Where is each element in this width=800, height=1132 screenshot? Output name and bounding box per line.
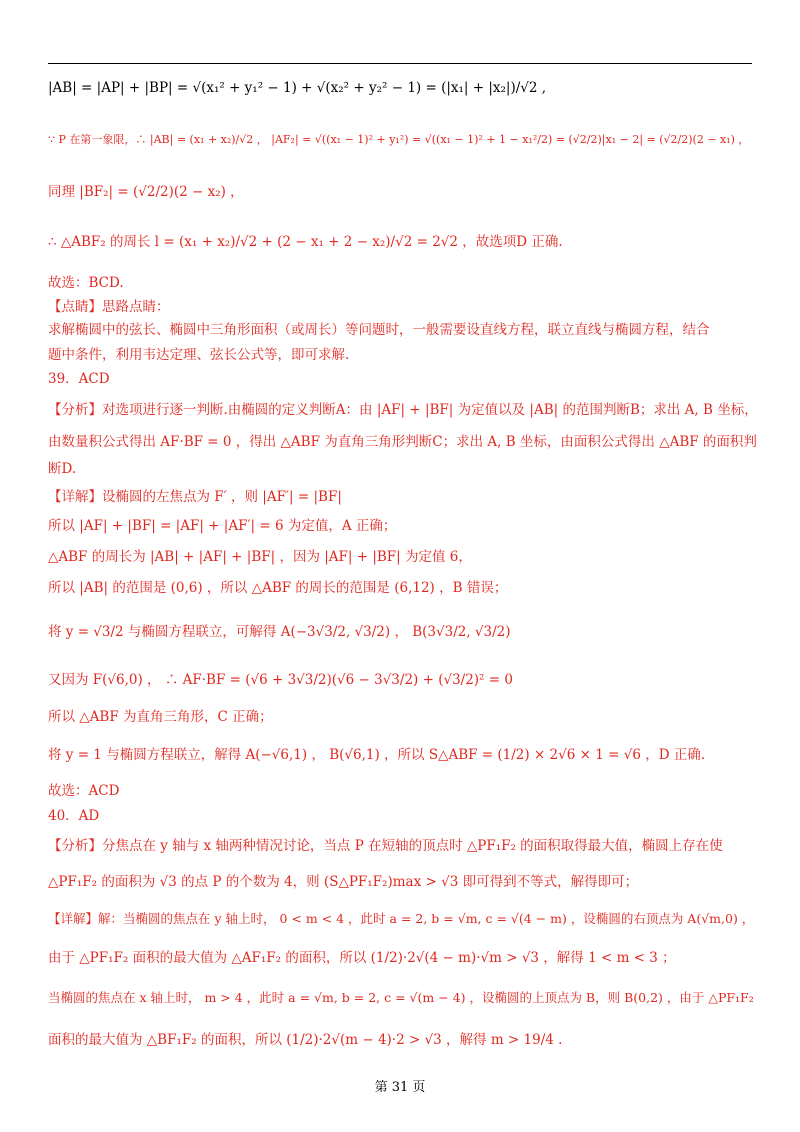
text-line: 所以 |AF| + |BF| = |AF| + |AF′| = 6 为定值，A 正确；	[48, 518, 397, 534]
text-line: 故选：ACD	[48, 783, 120, 799]
text-line: 【详解】设椭圆的左焦点为 F′ ，则 |AF′| = |BF|	[48, 489, 342, 505]
header-rule	[48, 63, 752, 64]
text-line: 【详解】解：当椭圆的焦点在 y 轴上时， 0 < m < 4 ，此时 a = 2, b = √m, c = √(4 − m) ，设椭圆的右顶点为 A(√m,0) ，	[48, 911, 755, 926]
text-line: 将 y = √3/2 与椭圆方程联立，可解得 A(−3√3/2, √3/2) ， B(3√3/2, √3/2)	[48, 624, 511, 640]
question-number: 40．AD	[48, 808, 100, 824]
text-line: △ABF 的周长为 |AB| + |AF| + |BF| ，因为 |AF| + |BF| 为定值 6，	[48, 549, 472, 565]
text-line: 由于 △PF₁F₂ 面积的最大值为 △AF₁F₂ 的面积，所以 (1/2)·2√(4 − m)·√m > √3 ，解得 1 < m < 3 ；	[48, 950, 676, 966]
text-line: ∵ P 在第一象限，∴ |AB| = (x₁ + x₂)/√2 ， |AF₂| = √((x₁ − 1)² + y₁²) = √((x₁ − 1)² + 1 − x₁²/2) = (√2/2)|x₁ − 2| = (√2/2)(2 − x₁) ，	[48, 133, 750, 146]
text-line: 故选：BCD.	[48, 275, 124, 291]
text-line: △PF₁F₂ 的面积为 √3 的点 P 的个数为 4，则 (S△PF₁F₂)max > √3 即可得到不等式，解得即可；	[48, 874, 639, 890]
text-line: 断D.	[48, 461, 77, 477]
text-line: 【分析】对选项进行逐一判断.由椭圆的定义判断A：由 |AF| + |BF| 为定值以及 |AB| 的范围判断B；求出 A, B 坐标，	[48, 402, 758, 418]
text-line: 所以 |AB| 的范围是 (0,6) ，所以 △ABF 的周长的范围是 (6,12) ，B 错误；	[48, 580, 508, 596]
text-line: 同理 |BF₂| = (√2/2)(2 − x₂) ，	[48, 184, 244, 200]
text-line: 面积的最大值为 △BF₁F₂ 的面积，所以 (1/2)·2√(m − 4)·2 > √3 ，解得 m > 19/4 .	[48, 1032, 563, 1048]
text-line: 【点睛】思路点睛：	[48, 299, 170, 315]
text-line: 题中条件，利用韦达定理、弦长公式等，即可求解.	[48, 347, 350, 363]
text-line: |AB| = |AP| + |BP| = √(x₁² + y₁² − 1) + √(x₂² + y₂² − 1) = (|x₁| + |x₂|)/√2 ,	[48, 80, 547, 96]
question-number: 39．ACD	[48, 371, 110, 387]
text-line: ∴ △ABF₂ 的周长 l = (x₁ + x₂)/√2 + (2 − x₁ + 2 − x₂)/√2 = 2√2 ，故选项D 正确.	[48, 234, 563, 250]
text-line: 当椭圆的焦点在 x 轴上时， m > 4 ，此时 a = √m, b = 2, c = √(m − 4) ，设椭圆的上顶点为 B，则 B(0,2) ，由于 △PF₁F₂	[48, 990, 754, 1005]
text-line: 所以 △ABF 为直角三角形，C 正确；	[48, 709, 273, 725]
page-number: 第 31 页	[374, 1080, 426, 1095]
text-line: 又因为 F(√6,0) ， ∴ AF·BF = (√6 + 3√3/2)(√6 − 3√3/2) + (√3/2)² = 0	[48, 672, 513, 688]
text-line: 将 y = 1 与椭圆方程联立，解得 A(−√6,1) ， B(√6,1) ，所以 S△ABF = (1/2) × 2√6 × 1 = √6 ，D 正确.	[48, 747, 706, 763]
text-line: 求解椭圆中的弦长、椭圆中三角形面积（或周长）等问题时，一般需要设直线方程，联立直线与椭圆方程，结合	[48, 322, 710, 338]
text-line: 由数量积公式得出 AF·BF = 0 ，得出 △ABF 为直角三角形判断C；求出 A, B 坐标，由面积公式得出 △ABF 的面积判	[48, 434, 757, 450]
text-line: 【分析】分焦点在 y 轴与 x 轴两种情况讨论，当点 P 在短轴的顶点时 △PF₁F₂ 的面积取得最大值，椭圆上存在使	[48, 838, 723, 854]
